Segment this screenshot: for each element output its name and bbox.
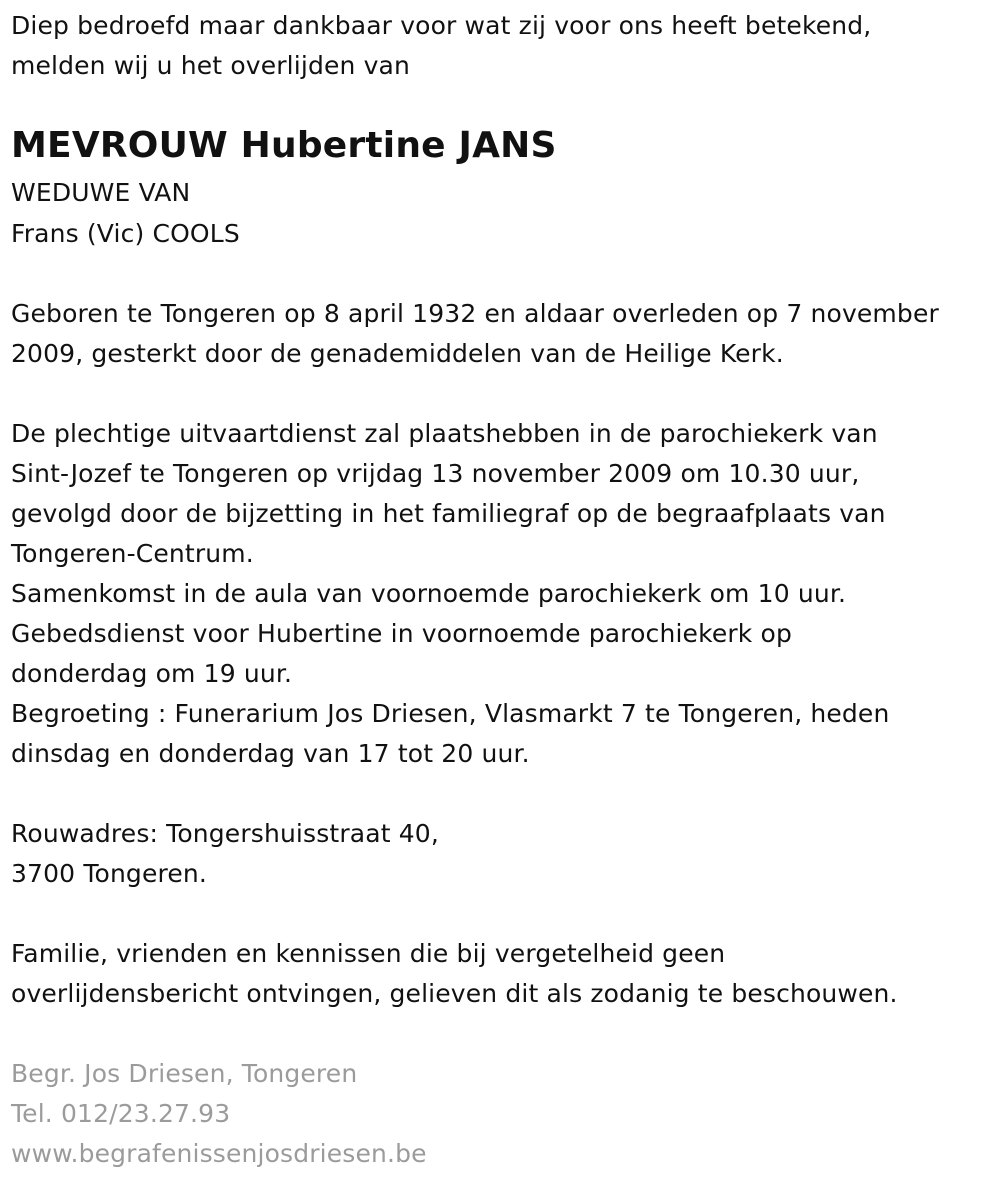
notice-line-2: overlijdensbericht ontvingen, gelieven dit als zodanig te beschouwen. bbox=[11, 979, 898, 1008]
mourning-address-line-2: 3700 Tongeren. bbox=[11, 859, 207, 888]
funeral-website-link[interactable]: www.begrafenissenjosdriesen.be bbox=[11, 1139, 427, 1168]
spouse-name: Frans (Vic) COOLS bbox=[11, 219, 240, 248]
funeral-phone: Tel. 012/23.27.93 bbox=[11, 1099, 231, 1128]
intro-line-2: melden wij u het overlijden van bbox=[11, 51, 411, 80]
ceremony-line-3: gevolgd door de bijzetting in het familiegraf op de begraafplaats van bbox=[11, 499, 886, 528]
birth-line-1: Geboren te Tongeren op 8 april 1932 en aldaar overleden op 7 november bbox=[11, 299, 939, 328]
widow-status: WEDUWE VAN bbox=[11, 178, 191, 207]
intro-line-1: Diep bedroefd maar dankbaar voor wat zij voor ons heeft betekend, bbox=[11, 11, 872, 40]
ceremony-line-2: Sint-Jozef te Tongeren op vrijdag 13 november 2009 om 10.30 uur, bbox=[11, 459, 860, 488]
ceremony-line-1: De plechtige uitvaartdienst zal plaatshebben in de parochiekerk van bbox=[11, 419, 878, 448]
gathering-line: Samenkomst in de aula van voornoemde parochiekerk om 10 uur. bbox=[11, 579, 847, 608]
mourning-address-line-1: Rouwadres: Tongershuisstraat 40, bbox=[11, 819, 439, 848]
ceremony-line-4: Tongeren-Centrum. bbox=[11, 539, 254, 568]
funeral-company: Begr. Jos Driesen, Tongeren bbox=[11, 1059, 358, 1088]
deceased-name: MEVROUW Hubertine JANS bbox=[11, 125, 557, 166]
visitation-line-2: dinsdag en donderdag van 17 tot 20 uur. bbox=[11, 739, 530, 768]
prayer-service-line-1: Gebedsdienst voor Hubertine in voornoemde parochiekerk op bbox=[11, 619, 792, 648]
birth-line-2: 2009, gesterkt door de genademiddelen van de Heilige Kerk. bbox=[11, 339, 784, 368]
visitation-line-1: Begroeting : Funerarium Jos Driesen, Vlasmarkt 7 te Tongeren, heden bbox=[11, 699, 890, 728]
prayer-service-line-2: donderdag om 19 uur. bbox=[11, 659, 293, 688]
notice-line-1: Familie, vrienden en kennissen die bij vergetelheid geen bbox=[11, 939, 726, 968]
